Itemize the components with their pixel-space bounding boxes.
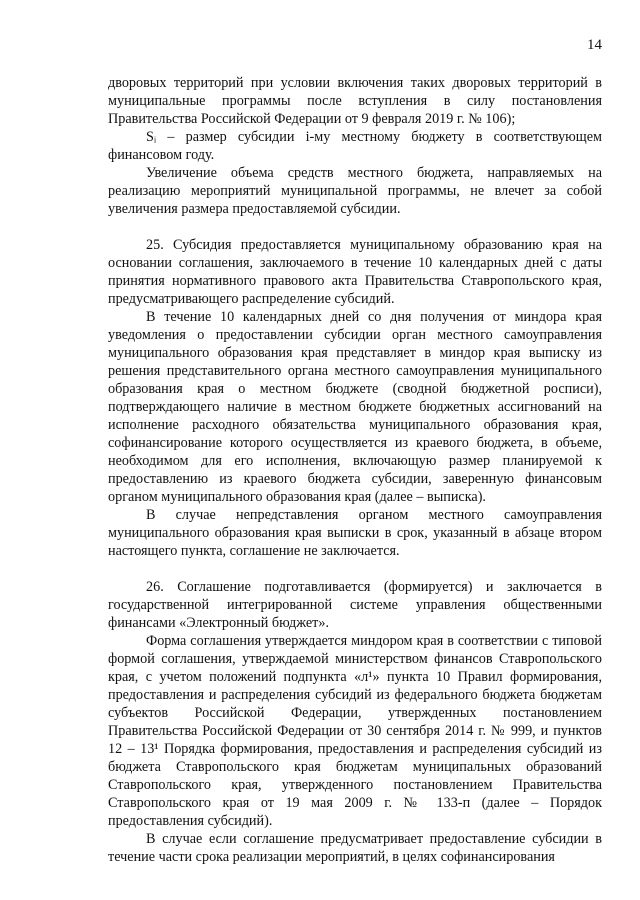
paragraph-clause-26: 26. Соглашение подготавливается (формируется) и заключается в государственной интегрированной системе управления общественными финансами «Электронный бюджет». <box>108 579 602 631</box>
paragraph-continuation: дворовых территорий при условии включения таких дворовых территорий в муниципальные программы после вступления в силу постановления Правительства Российской Федерации от 9 февраля 2019 г. № 106); <box>108 75 602 127</box>
paragraph-local-budget-increase: Увеличение объема средств местного бюджета, направляемых на реализацию мероприятий муниципальной программы, не влечет за собой увеличения размера предоставляемой субсидии. <box>108 165 602 217</box>
paragraph-clause-25: 25. Субсидия предоставляется муниципальному образованию края на основании соглашения, заключаемого в течение 10 календарных дней с даты принятия нормативного правового акта Правительства Ставропольского края, предусматривающего распределение субсидий. <box>108 237 602 307</box>
paragraph-si-definition: Sᵢ – размер субсидии i-му местному бюджету в соответствующем финансовом году. <box>108 129 602 163</box>
section-gap <box>108 218 602 236</box>
paragraph-clause-26-partial-term: В случае если соглашение предусматривает предоставление субсидии в течение части срока реализации мероприятий, в целях софинансирования <box>108 831 602 865</box>
section-gap <box>108 560 602 578</box>
page-number: 14 <box>587 37 602 53</box>
paragraph-clause-25-extract: В течение 10 календарных дней со дня получения от миндора края уведомления о предоставлении субсидии орган местного самоуправления муниципального образования края представляет в миндор края выписку из решения представительного органа местного самоуправления муниципального образования края о местном бюджете (сводной бюджетной росписи), подтверждающего наличие в местном бюджете бюджетных ассигнований на исполнение расходного обязательства муниципального образования края, софинансирование которого осуществляется из краевого бюджета, в объеме, необходимом для его исполнения, включающую размер планируемой к предоставлению из краевого бюджета субсидии, заверенную финансовым органом муниципального образования края (далее – выписка). <box>108 309 602 505</box>
paragraph-clause-26-form: Форма соглашения утверждается миндором края в соответствии с типовой формой соглашения, утверждаемой министерством финансов Ставропольского края, с учетом положений подпункта «л¹» пункта 10 Правил формирования, предоставления и распределения субсидий из федерального бюджета бюджетам субъектов Российской Федерации, утвержденных постановлением Правительства Российской Федерации от 30 сентября 2014 г. № 999, и пунктов 12 – 13¹ Порядка формирования, предоставления и распределения субсидий из бюджета Ставропольского края бюджетам муниципальных образований Ставропольского края, утвержденного постановлением Правительства Ставропольского края от 19 мая 2009 г. № 133-п (далее – Порядок предоставления субсидий). <box>108 633 602 829</box>
document-body <box>108 74 602 866</box>
paragraph-clause-25-nonsubmission: В случае непредставления органом местного самоуправления муниципального образования края выписки в срок, указанный в абзаце втором настоящего пункта, соглашение не заключается. <box>108 507 602 559</box>
